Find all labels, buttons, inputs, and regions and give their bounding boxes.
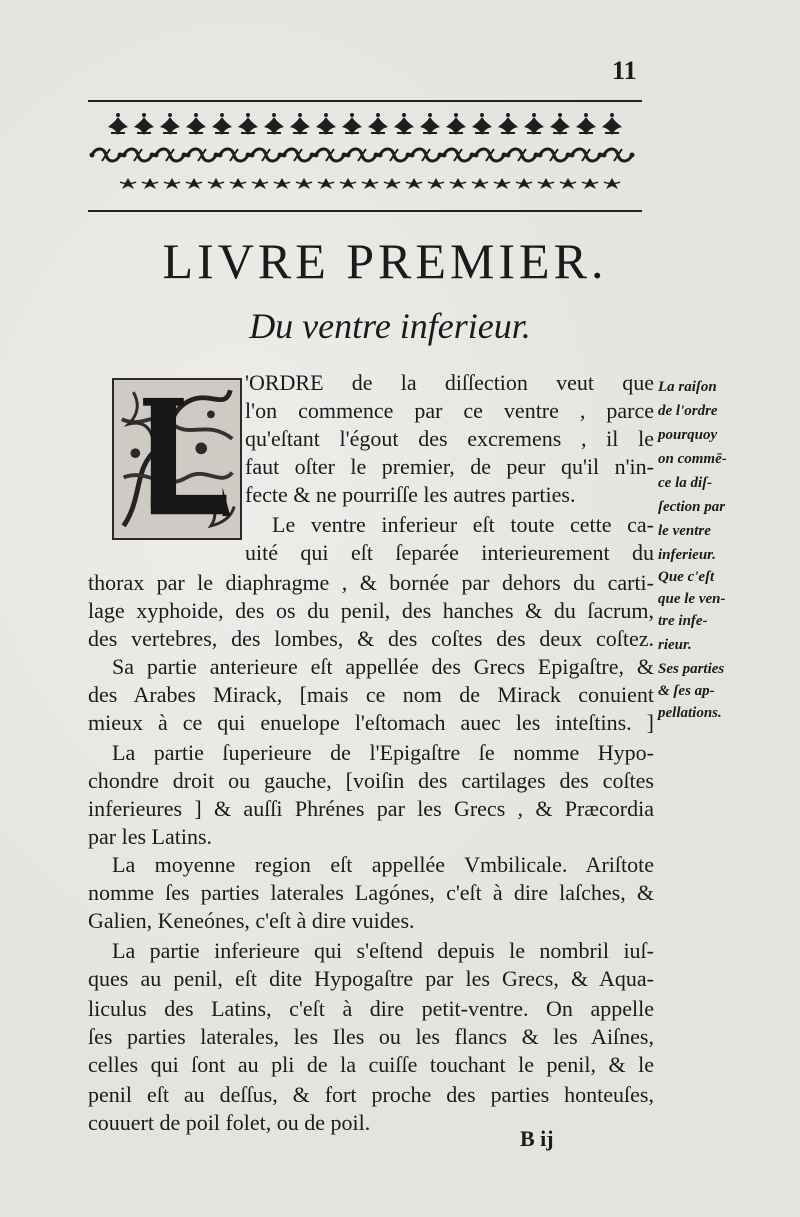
body-line: par les Latins. — [88, 824, 213, 849]
signature-mark: B ij — [520, 1126, 554, 1151]
body-line: thorax par le diaphragme , & bornée par dehors du carti- — [88, 570, 654, 595]
body-line: chondre droit ou gauche, [voiſin des cartilages des coſtes — [88, 768, 654, 793]
ornamental-band — [88, 103, 642, 207]
margin-note-line: & ſes ap- — [658, 683, 715, 699]
margin-note-line: Ses parties — [658, 661, 725, 677]
margin-note-line: ce la diſ- — [658, 475, 713, 491]
margin-note-line: tre infe- — [658, 613, 708, 629]
body-line: l'on commence par ce ventre , parce — [245, 398, 654, 423]
margin-note-line: que le ven- — [658, 591, 726, 607]
margin-note-line: on commē- — [658, 451, 727, 467]
body-line: ſes parties laterales, les Iles ou les flancs & les Aiſnes, — [88, 1024, 654, 1049]
body-line: penil eſt au deſſus, & fort proche des parties honteuſes, — [88, 1082, 654, 1107]
body-line: qu'eſtant l'égout des excremens , il le — [245, 426, 654, 451]
body-line: liculus des Latins, c'eſt à dire petit-ventre. On appelle — [88, 996, 654, 1021]
body-line: des vertebres, des lombes, & des coſtes des deux coſtez. — [88, 626, 654, 651]
margin-note-line: pourquoy — [658, 427, 718, 443]
body-line: inferieures ] & auſſi Phrénes par les Grecs , & Præcordia — [88, 796, 654, 821]
body-line: des Arabes Mirack, [mais ce nom de Mirack conuient — [88, 682, 654, 707]
margin-note-line: de l'ordre — [658, 403, 718, 419]
body-line: celles qui ſont au pli de la cuiſſe touchant le penil, & le — [88, 1052, 654, 1077]
body-line: La partie ſuperieure de l'Epigaſtre ſe nomme Hypo- — [112, 740, 654, 765]
body-line: fecte & ne pourriſſe les autres parties. — [245, 482, 576, 507]
bottom-rule — [88, 210, 642, 212]
body-line: Le ventre inferieur eſt toute cette ca- — [272, 512, 654, 537]
margin-note-line: inferieur. — [658, 547, 716, 563]
body-line: faut oſter le premier, de peur qu'il n'in- — [245, 454, 654, 479]
margin-note-line: Que c'eſt — [658, 569, 715, 585]
margin-note-line: La raiſon — [658, 379, 717, 395]
margin-note-line: rieur. — [658, 637, 692, 653]
body-line: lage xyphoide, des os du penil, des hanches & du ſacrum, — [88, 598, 654, 623]
body-line: nomme ſes parties laterales Lagónes, c'eſt à dire laſches, & — [88, 880, 654, 905]
body-line: couuert de poil folet, ou de poil. — [88, 1110, 371, 1135]
body-line: La moyenne region eſt appellée Vmbilicale. Ariſtote — [112, 852, 654, 877]
body-line: 'ORDRE de la diſſection veut que — [245, 370, 654, 395]
margin-note-line: ſection par — [658, 499, 726, 515]
body-line: ques au penil, eſt dite Hypogaſtre par les Grecs, & Aqua- — [88, 966, 654, 991]
chapter-subtitle: Du ventre inferieur. — [249, 306, 531, 346]
book-title: LIVRE PREMIER. — [162, 233, 608, 289]
body-line: Sa partie anterieure eſt appellée des Grecs Epigaſtre, & — [112, 654, 654, 679]
margin-note-line: le ventre — [658, 523, 711, 539]
body-line: uité qui eſt ſeparée interieurement du — [245, 540, 654, 565]
body-line: mieux à ce qui enuelope l'eſtomach auec les inteſtins. ] — [88, 710, 654, 735]
decorated-letter-l-icon — [114, 380, 240, 538]
top-rule — [88, 100, 642, 102]
margin-note-line: pellations. — [658, 705, 722, 721]
drop-cap-initial — [112, 378, 242, 540]
body-line: La partie inferieure qui s'eſtend depuis le nombril iuſ- — [112, 938, 654, 963]
body-line: Galien, Keneónes, c'eſt à dire vuides. — [88, 908, 415, 933]
page-number: 11 — [612, 56, 637, 85]
